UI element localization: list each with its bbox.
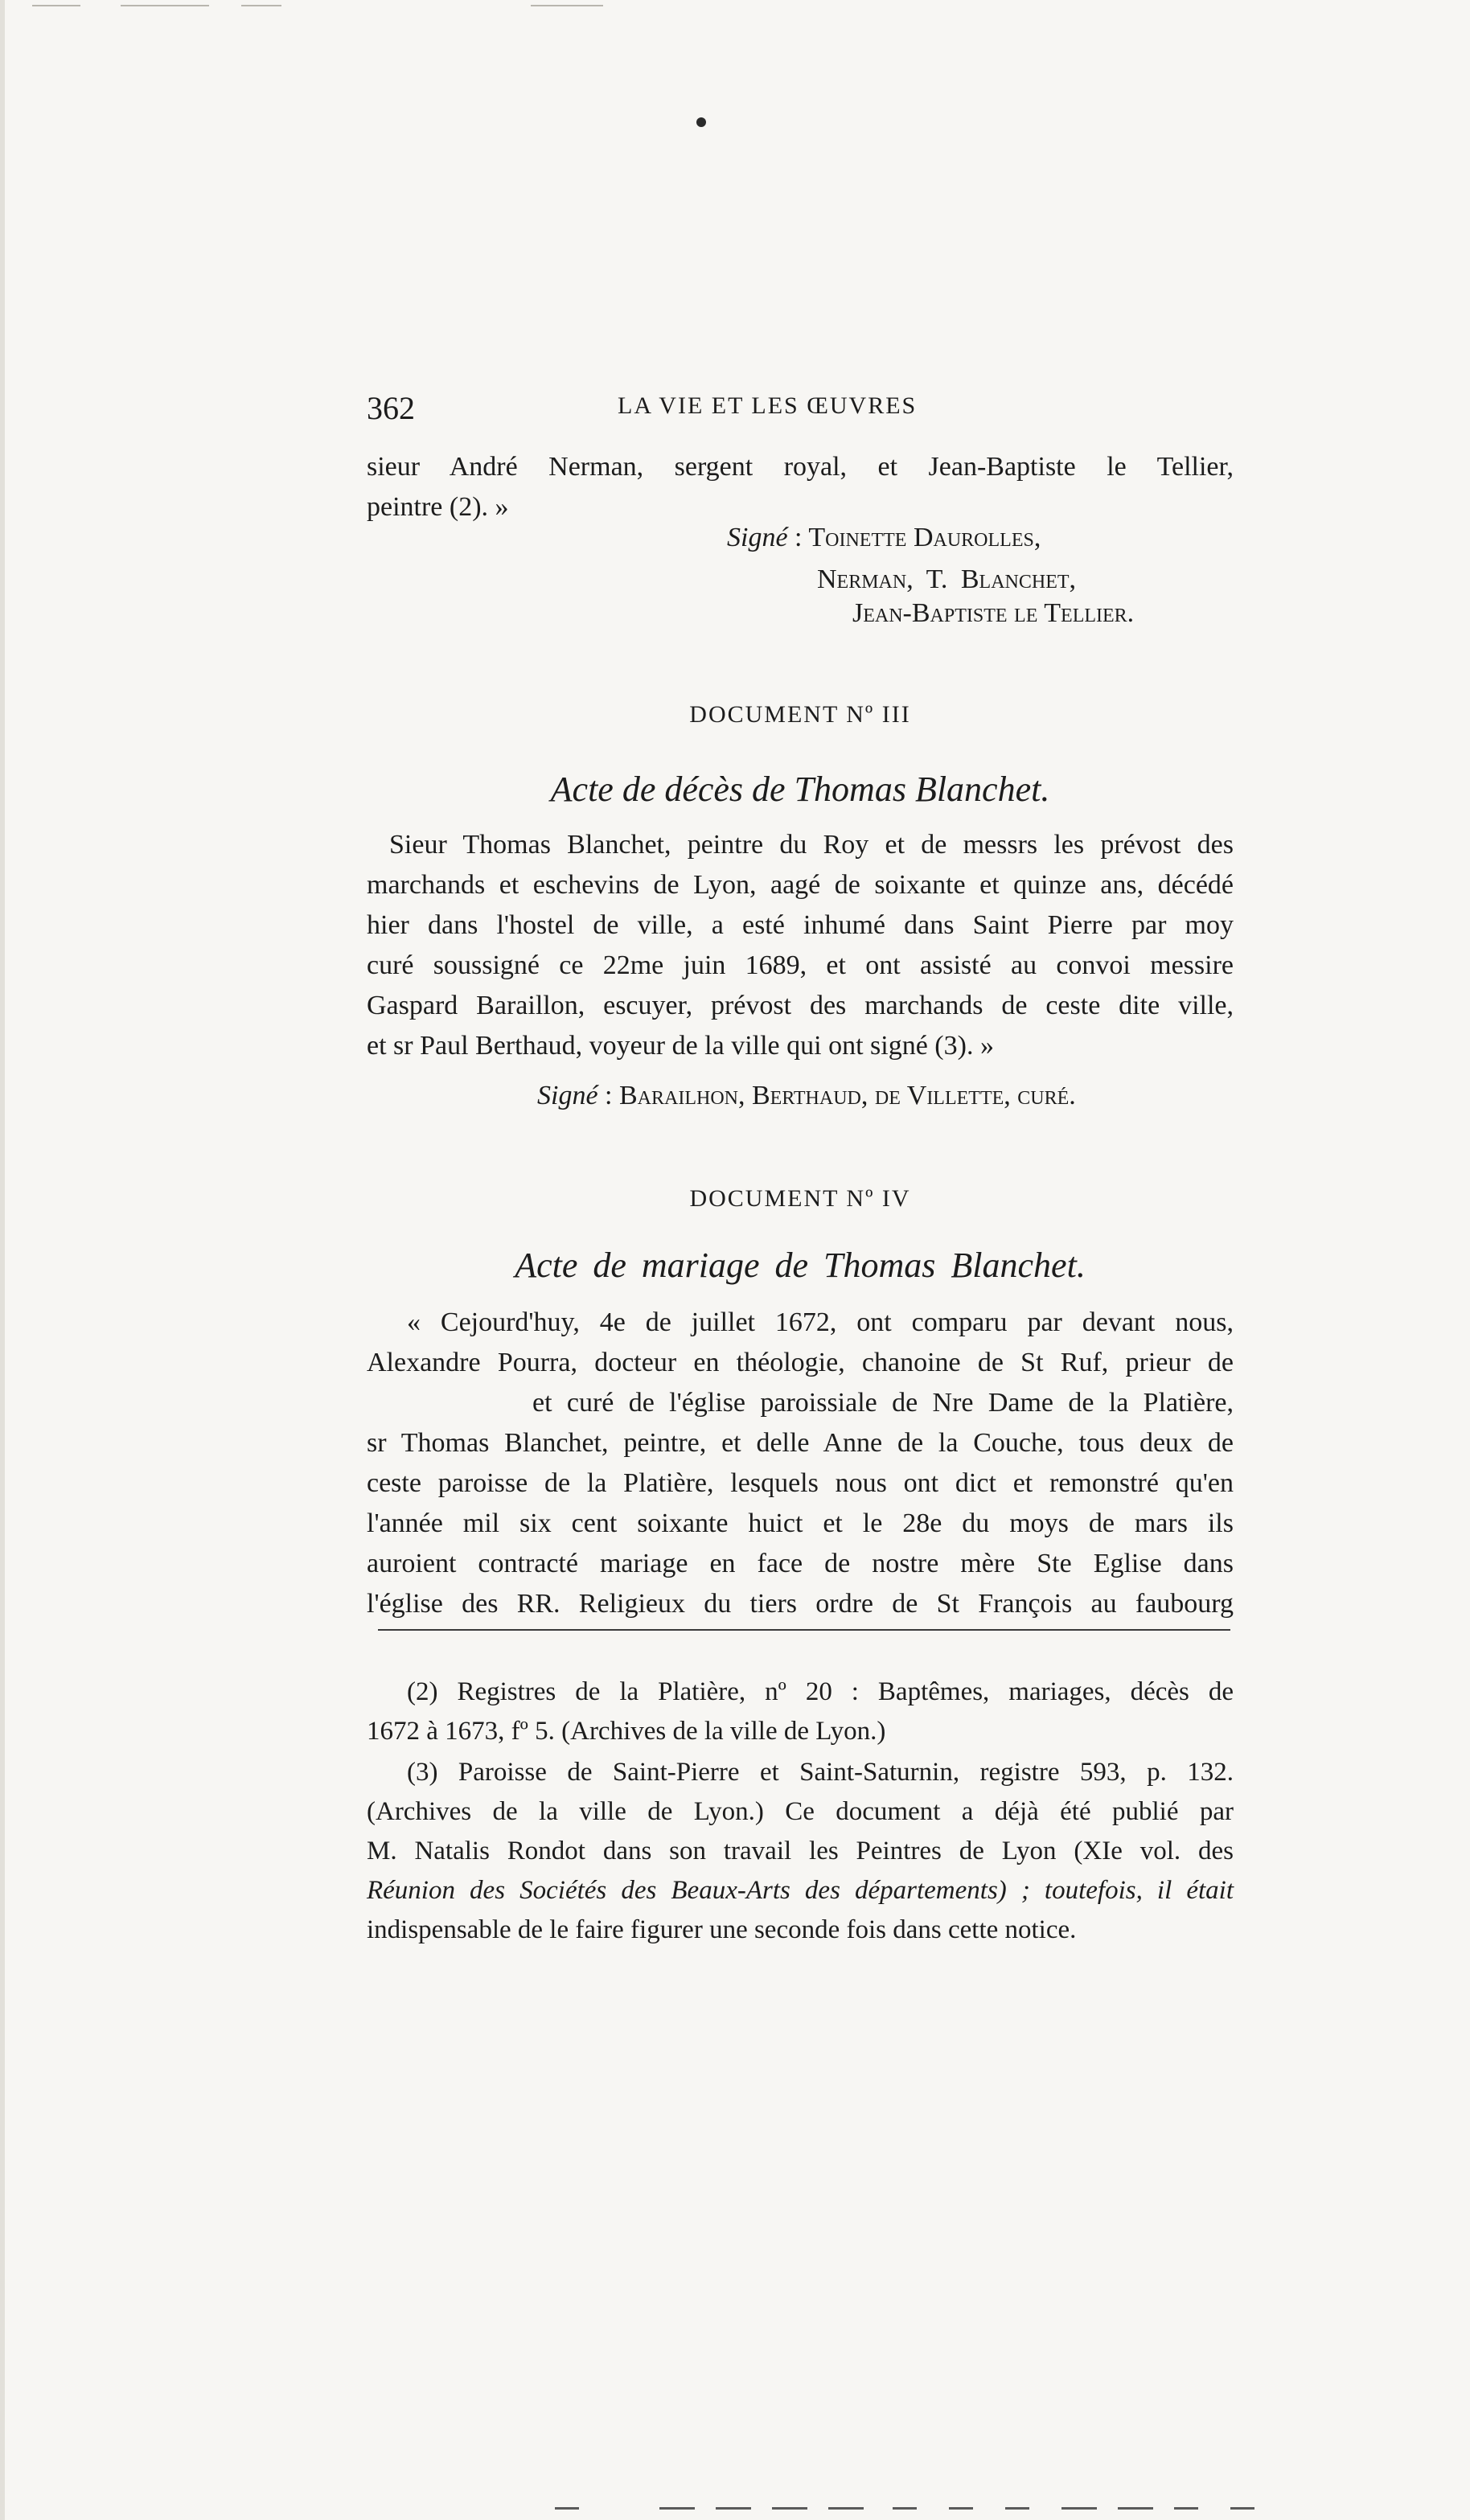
text-line: « Cejourd'huy, 4e de juillet 1672, ont comparu par devant nous,: [407, 1307, 1234, 1337]
running-title: LA VIE ET LES ŒUVRES: [618, 392, 918, 419]
text-line: peintre (2). »: [367, 492, 509, 522]
document-heading: DOCUMENT Nº III: [689, 701, 911, 728]
scan-mark: [531, 5, 603, 6]
scan-mark: [772, 2507, 807, 2510]
scan-mark: [716, 2507, 751, 2510]
signature-line: [537, 1081, 1076, 1111]
signature-names: : Toinette Daurolles,: [795, 523, 1041, 552]
text-line: sieur André Nerman, sergent royal, et Jean-Baptiste le Tellier,: [367, 452, 1234, 482]
footnote-line: (Archives de la ville de Lyon.) Ce document a déjà été publié par: [367, 1797, 1234, 1826]
text-line: ceste paroisse de la Platière, lesquels nous ont dict et remonstré qu'en: [367, 1468, 1234, 1498]
footnote-line: (2) Registres de la Platière, nº 20 : Baptêmes, mariages, décès de: [407, 1677, 1234, 1706]
footnote-divider: [378, 1629, 1230, 1631]
footnote-line: indispensable de le faire figurer une seconde fois dans cette notice.: [367, 1915, 1077, 1944]
text-line: hier dans l'hostel de ville, a esté inhumé dans Saint Pierre par moy: [367, 910, 1234, 940]
scan-mark: [659, 2507, 695, 2510]
text-line: l'église des RR. Religieux du tiers ordre de St François au faubourg: [367, 1589, 1234, 1619]
text-line: marchands et eschevins de Lyon, aagé de soixante et quinze ans, décédé: [367, 870, 1234, 900]
signature-names: Nerman, T. Blanchet,: [817, 564, 1077, 594]
text-line: curé soussigné ce 22me juin 1689, et ont assisté au convoi messire: [367, 950, 1234, 980]
footnote-2: [367, 1672, 1234, 1751]
scan-mark: [1118, 2507, 1153, 2510]
document-heading: DOCUMENT Nº IV: [689, 1185, 911, 1212]
signature-names: Jean-Baptiste le Tellier.: [852, 598, 1135, 628]
running-head: [367, 389, 1235, 434]
signature-line: [727, 523, 1041, 553]
signature-names: : Barailhon, Berthaud, de Villette, curé.: [605, 1081, 1076, 1110]
document-body: [367, 825, 1234, 1066]
scan-mark: [241, 5, 281, 6]
scan-mark: [1174, 2507, 1198, 2510]
text-line: sr Thomas Blanchet, peintre, et delle Anne de la Couche, tous deux de: [367, 1428, 1234, 1458]
footnote-line: 1672 à 1673, fº 5. (Archives de la ville de Lyon.): [367, 1717, 886, 1746]
text-line: Gaspard Baraillon, escuyer, prévost des marchands de ceste dite ville,: [367, 991, 1234, 1020]
document-title: Acte de décès de Thomas Blanchet.: [550, 770, 1050, 809]
page-number: 362: [367, 390, 415, 426]
signature-label: Signé: [537, 1081, 598, 1110]
text-line: auroient contracté mariage en face de nostre mère Ste Eglise dans: [367, 1549, 1234, 1578]
text-line: et sr Paul Berthaud, voyeur de la ville qui ont signé (3). »: [367, 1031, 994, 1061]
footnote-line: (3) Paroisse de Saint-Pierre et Saint-Saturnin, registre 593, p. 132.: [407, 1758, 1234, 1787]
footnote-line: M. Natalis Rondot dans son travail les Peintres de Lyon (XIe vol. des: [367, 1837, 1234, 1865]
scan-mark: [1230, 2507, 1254, 2510]
footnote-3: [367, 1753, 1234, 1950]
text-line: et curé de l'église paroissiale de Nre Dame de la Platière,: [532, 1388, 1234, 1418]
scan-edge: [0, 0, 5, 2520]
footnote-line: Réunion des Sociétés des Beaux-Arts des départements) ; toutefois, il était: [367, 1876, 1234, 1905]
scan-mark: [828, 2507, 864, 2510]
signature-label: Signé: [727, 523, 788, 552]
scan-mark: [893, 2507, 917, 2510]
document-title: Acte de mariage de Thomas Blanchet.: [515, 1246, 1086, 1285]
ink-dot: [696, 117, 706, 127]
continuation-paragraph: [367, 447, 1234, 527]
scan-mark: [32, 5, 80, 6]
scan-mark: [1005, 2507, 1029, 2510]
scan-mark: [1061, 2507, 1097, 2510]
document-body: [367, 1303, 1234, 1624]
scan-mark: [555, 2507, 579, 2510]
text-line: Alexandre Pourra, docteur en théologie, chanoine de St Ruf, prieur de: [367, 1348, 1234, 1377]
scan-mark: [949, 2507, 973, 2510]
scan-mark: [121, 5, 209, 6]
text-line: Sieur Thomas Blanchet, peintre du Roy et de messrs les prévost des: [389, 830, 1234, 860]
text-line: l'année mil six cent soixante huict et le 28e du moys de mars ils: [367, 1508, 1234, 1538]
